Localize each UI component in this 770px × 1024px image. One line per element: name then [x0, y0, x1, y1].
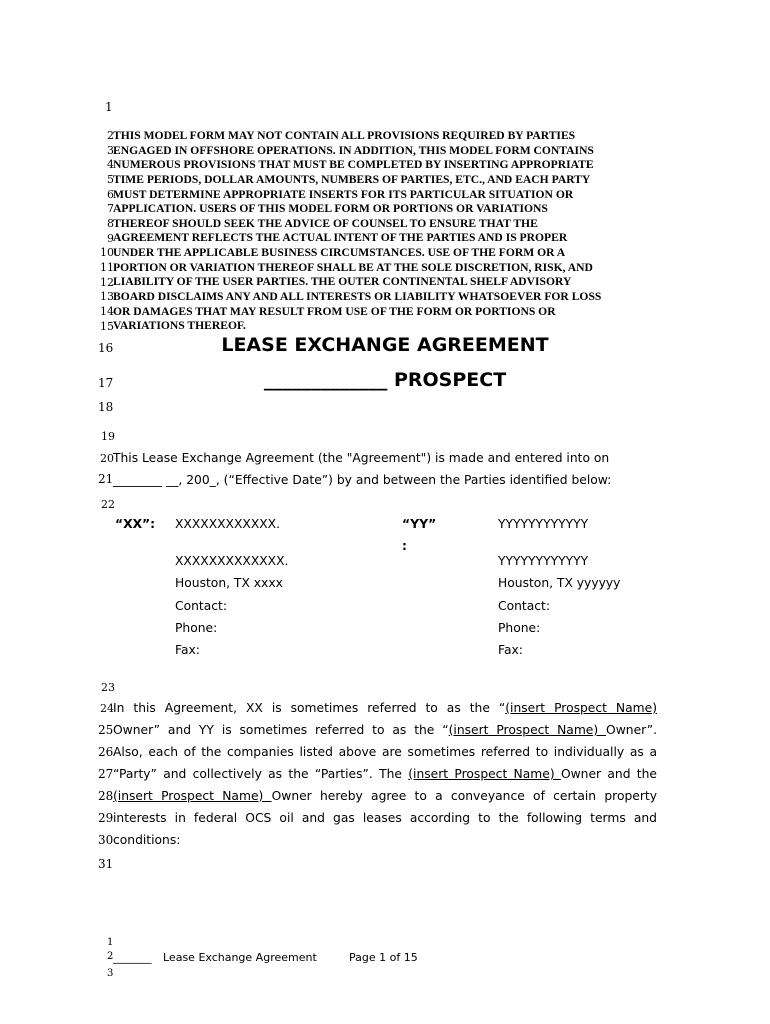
party-xx-line: XXXXXXXXXXXXX. [175, 554, 289, 568]
footer-line-number: 1 [107, 937, 114, 948]
line-number: 12 [100, 276, 114, 289]
line-number: 25 [98, 723, 114, 737]
line-number: 8 [107, 217, 114, 230]
footer-page-number: Page 1 of 15 [349, 951, 418, 964]
intro-line-1: This Lease Exchange Agreement (the "Agreement") is made and entered into on [113, 451, 610, 465]
line-number: 13 [100, 290, 114, 303]
paragraph-line [113, 763, 657, 785]
paragraph-line: Also, each of the companies listed above are sometimes referred to individually as a [113, 745, 657, 759]
line-number: 23 [101, 681, 115, 694]
footer-document-name: Lease Exchange Agreement [163, 951, 317, 964]
party-xx-label: “XX”: [115, 517, 156, 531]
disclaimer-line: MUST DETERMINE APPROPRIATE INSERTS FOR ITS PARTICULAR SITUATION OR [113, 187, 574, 201]
footer-blank: _______ [113, 951, 152, 964]
line-number: 19 [101, 430, 115, 443]
prospect-blank: _____________ [263, 369, 388, 391]
paragraph-text: Owner and the [560, 767, 657, 781]
line-number: 30 [98, 833, 114, 847]
line-number: 9 [107, 232, 114, 245]
disclaimer-line: PORTION OR VARIATION THEREOF SHALL BE AT THE SOLE DISCRETION, RISK, AND [113, 260, 593, 274]
paragraph-line [113, 785, 657, 807]
disclaimer-line: THIS MODEL FORM MAY NOT CONTAIN ALL PROVISIONS REQUIRED BY PARTIES [113, 129, 576, 142]
line-number: 21 [98, 472, 114, 486]
line-number: 29 [98, 811, 114, 825]
disclaimer-line: NUMEROUS PROVISIONS THAT MUST BE COMPLETED BY INSERTING APPROPRIATE [113, 158, 594, 172]
line-number: 6 [107, 188, 114, 201]
line-number: 22 [101, 498, 115, 511]
party-xx-line: Houston, TX xxxx [175, 576, 283, 590]
disclaimer-line: ENGAGED IN OFFSHORE OPERATIONS. IN ADDITION, THIS MODEL FORM CONTAINS [113, 143, 594, 157]
insert-prospect-name: (insert Prospect Name) [408, 767, 561, 781]
disclaimer-line: APPLICATION. USERS OF THIS MODEL FORM OR PORTIONS OR VARIATIONS [113, 202, 548, 216]
line-number: 17 [98, 376, 114, 390]
paragraph-text: In this Agreement, XX is sometimes referred to as the “ [113, 701, 506, 715]
party-yy-line: Phone: [498, 621, 541, 635]
disclaimer-line: VARIATIONS THEREOF. [113, 319, 246, 333]
party-xx-line: Contact: [175, 599, 227, 613]
party-yy-line: Contact: [498, 599, 550, 613]
disclaimer-line: BOARD DISCLAIMS ANY AND ALL INTERESTS OR LIABILITY WHATSOEVER FOR LOSS [113, 290, 602, 304]
party-yy-line: YYYYYYYYYYYY [498, 554, 589, 568]
disclaimer-line: LIABILITY OF THE USER PARTIES. THE OUTER CONTINENTAL SHELF ADVISORY [113, 275, 572, 289]
line-number: 24 [100, 702, 114, 715]
party-xx-line: Phone: [175, 621, 218, 635]
line-number: 18 [98, 400, 114, 414]
party-yy-label: “YY” [402, 517, 437, 531]
line-number: 28 [98, 789, 114, 803]
insert-prospect-name: (insert Prospect Name) [505, 701, 657, 715]
paragraph-text: Owner hereby agree to a conveyance of certain property [271, 789, 657, 803]
prospect-heading [0, 369, 770, 391]
line-number: 1 [105, 100, 113, 114]
party-yy-line: Fax: [498, 643, 523, 657]
line-number: 27 [98, 767, 114, 781]
disclaimer-block [113, 129, 658, 334]
line-number: 3 [107, 144, 114, 157]
insert-prospect-name: (insert Prospect Name) [113, 789, 272, 803]
footer-line-number: 3 [107, 968, 114, 979]
disclaimer-line: AGREEMENT REFLECTS THE ACTUAL INTENT OF THE PARTIES AND IS PROPER [113, 231, 568, 245]
line-number: 16 [98, 341, 114, 355]
line-number: 7 [107, 202, 114, 215]
line-number: 20 [100, 452, 114, 465]
line-number: 26 [98, 745, 114, 759]
footer-line-number: 2 [107, 951, 114, 962]
party-xx-line: Fax: [175, 643, 200, 657]
disclaimer-line: UNDER THE APPLICABLE BUSINESS CIRCUMSTANCES. USE OF THE FORM OR A [113, 246, 566, 260]
paragraph-text: Owner”. [606, 723, 657, 737]
line-number: 10 [100, 246, 114, 259]
disclaimer-line: THEREOF SHOULD SEEK THE ADVICE OF COUNSEL TO ENSURE THAT THE [113, 216, 538, 230]
line-number: 2 [107, 129, 114, 142]
paragraph-line [113, 719, 657, 741]
party-yy-line: YYYYYYYYYYYY [498, 517, 589, 531]
insert-prospect-name: (insert Prospect Name) [448, 723, 607, 737]
line-number: 11 [100, 261, 114, 274]
document-title: LEASE EXCHANGE AGREEMENT [221, 334, 549, 356]
disclaimer-line: TIME PERIODS, DOLLAR AMOUNTS, NUMBERS OF PARTIES, ETC., AND EACH PARTY [113, 172, 591, 186]
party-yy-label-colon: : [402, 539, 407, 553]
line-number: 14 [100, 305, 114, 318]
line-number: 4 [107, 158, 114, 171]
prospect-word: PROSPECT [393, 369, 507, 391]
party-yy-line: Houston, TX yyyyyy [498, 576, 621, 590]
paragraph-line: interests in federal OCS oil and gas leases according to the following terms and [113, 811, 657, 825]
paragraph-text: “Party” and collectively as the “Parties”. The [113, 767, 409, 781]
party-xx-line: XXXXXXXXXXXX. [175, 517, 280, 531]
line-number: 15 [100, 320, 114, 333]
paragraph-line: conditions: [113, 833, 181, 847]
line-number: 5 [107, 173, 114, 186]
disclaimer-line: OR DAMAGES THAT MAY RESULT FROM USE OF THE FORM OR PORTIONS OR [113, 304, 556, 318]
paragraph-text: Owner” and YY is sometimes referred to as the “ [113, 723, 449, 737]
line-number: 31 [98, 857, 114, 871]
intro-line-2: ________ __, 200_, (“Effective Date”) by and between the Parties identified below: [113, 473, 612, 487]
parties-paragraph [113, 697, 657, 851]
paragraph-line [113, 697, 657, 719]
